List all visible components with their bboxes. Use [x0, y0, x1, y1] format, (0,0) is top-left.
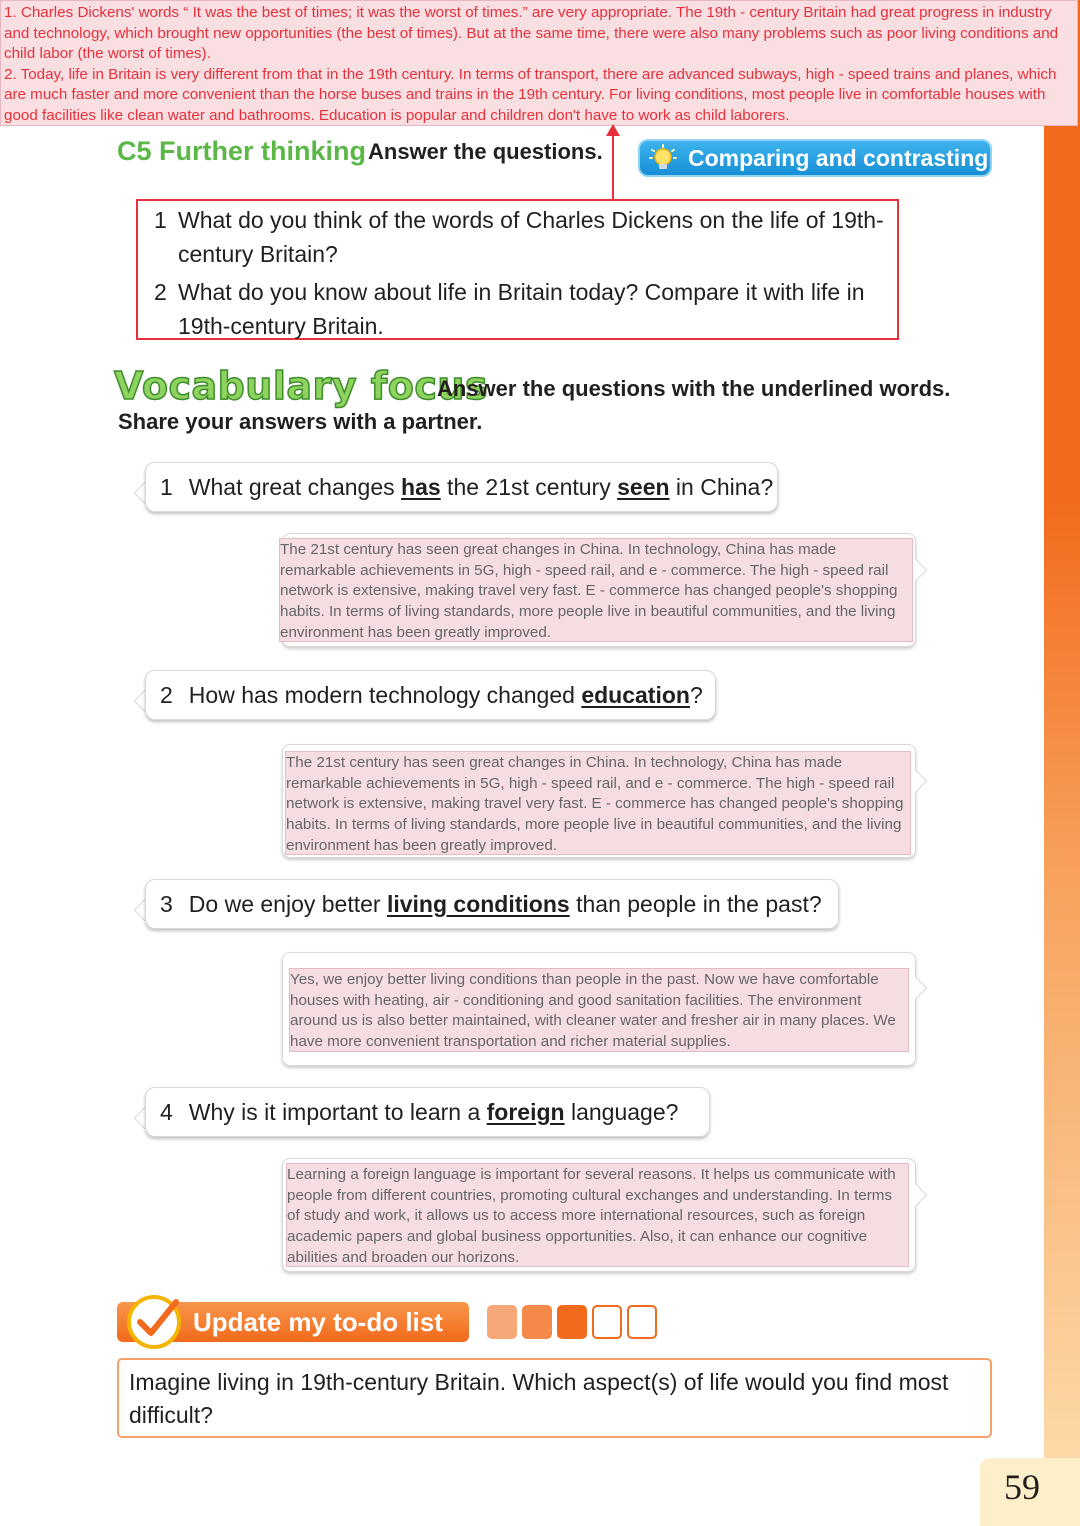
question-text: Why is it important to learn a foreign language? [188, 1098, 679, 1125]
question-number: 2 [154, 279, 167, 305]
progress-square-empty [627, 1305, 657, 1339]
vocab-question-4 [145, 1087, 710, 1137]
underlined-word: foreign [486, 1098, 565, 1125]
underlined-word: education [581, 681, 690, 708]
answer-text-1: The 21st century has seen great changes in China. In technology, China has made remarkable achievements in 5G, high - speed rail, and e - commerce. The high - speed rail network is extensive, making travel very fast. E - commerce has changed people's shopping habits. In terms of living standards, more people live in beautiful communities, and the living environment has been greatly improved. [279, 538, 913, 642]
todo-prompt-box [117, 1358, 992, 1438]
skill-badge [638, 139, 992, 177]
answer-text-4: Learning a foreign language is important for several reasons. It helps us communicate with people from different countries, promoting cultural exchanges and understanding. In terms of study and work, it allows us to access more international resources, such as foreign academic papers and global business opportunities. Also, it can enhance our cognitive abilities and broaden our horizons. [286, 1163, 909, 1267]
annotation-paragraph-1: 1. Charles Dickens' words “ It was the best of times; it was the worst of times.” are very appropriate. The 19th - century Britain had great progress in industry and technology, which brought new opportunities (the best of times). But at the same time, there were also many problems such as poor living conditions and child labor (the worst of times). [4, 4, 1059, 63]
todo-title: Update my to-do list [193, 1306, 443, 1337]
c5-questions-box [136, 199, 899, 340]
progress-square-filled [522, 1305, 552, 1339]
question-number: 4 [160, 1098, 173, 1125]
question-number: 3 [160, 890, 173, 917]
answer-text-3: Yes, we enjoy better living conditions than people in the past. Now we have comfortable houses with heating, air - conditioning and good sanitation facilities. The environment around us is also better maintained, with cleaner water and fresher air in many places. We have more convenient transportation and richer material supplies. [289, 968, 909, 1052]
annotation-arrow-icon [606, 124, 620, 136]
underlined-word: living conditions [386, 890, 570, 917]
page-number: 59 [1004, 1467, 1040, 1507]
lightbulb-icon [648, 144, 678, 174]
underlined-word: seen [617, 473, 670, 500]
answer-text-2: The 21st century has seen great changes in China. In technology, China has made remarkable achievements in 5G, high - speed rail, and e - commerce. The high - speed rail network is extensive, making travel very fast. E - commerce has changed people's shopping habits. In terms of living standards, more people live in beautiful communities, and the living environment has been greatly improved. [285, 751, 911, 855]
question-text: How has modern technology changed education? [188, 681, 703, 708]
vocab-question-3 [145, 879, 839, 929]
progress-square-filled [557, 1305, 587, 1339]
question-number: 2 [160, 681, 173, 708]
underlined-word: has [401, 473, 441, 500]
question-number: 1 [154, 207, 167, 233]
progress-square-filled [487, 1305, 517, 1339]
question-text: Do we enjoy better living conditions than people in the past? [188, 890, 822, 917]
question-text: What great changes has the 21st century seen in China? [188, 473, 774, 500]
c5-question-1 [154, 203, 897, 271]
question-number: 1 [160, 473, 173, 500]
section-instruction: Answer the questions. [368, 139, 603, 164]
skill-badge-label: Comparing and contrasting [688, 144, 989, 171]
vocab-question-2 [145, 670, 716, 720]
progress-square-empty [592, 1305, 622, 1339]
c5-question-2 [154, 275, 897, 343]
annotation-arrow-line [612, 132, 614, 200]
annotation-paragraph-2: 2. Today, life in Britain is very different from that in the 19th century. In terms of transport, there are advanced subways, high - speed trains and planes, which are much faster and more convenient than the horse buses and trains in the 19th century. For living conditions, most people live in comfortable houses with good facilities like clean water and bathrooms. Education is popular and children don't have to work as child laborers. [4, 65, 1057, 124]
vocabulary-instruction-2: Share your answers with a partner. [118, 409, 483, 434]
vocabulary-instruction: Answer the questions with the underlined words. [437, 376, 951, 401]
vocabulary-focus-title: Vocabulary focus [114, 364, 489, 408]
todo-progress [487, 1305, 657, 1339]
todo-prompt: Imagine living in 19th-century Britain. Which aspect(s) of life would you find most difficult? [129, 1369, 949, 1428]
checkmark-icon [124, 1292, 186, 1350]
side-color-band [1044, 0, 1080, 1460]
section-title-c5: C5 Further thinking [117, 136, 366, 166]
vocab-question-1 [145, 462, 778, 512]
question-text: What do you know about life in Britain today? Compare it with life in 19th-century Britain. [178, 279, 865, 339]
question-text: What do you think of the words of Charles Dickens on the life of 19th-century Britain? [178, 207, 884, 267]
top-annotation [0, 0, 1078, 126]
